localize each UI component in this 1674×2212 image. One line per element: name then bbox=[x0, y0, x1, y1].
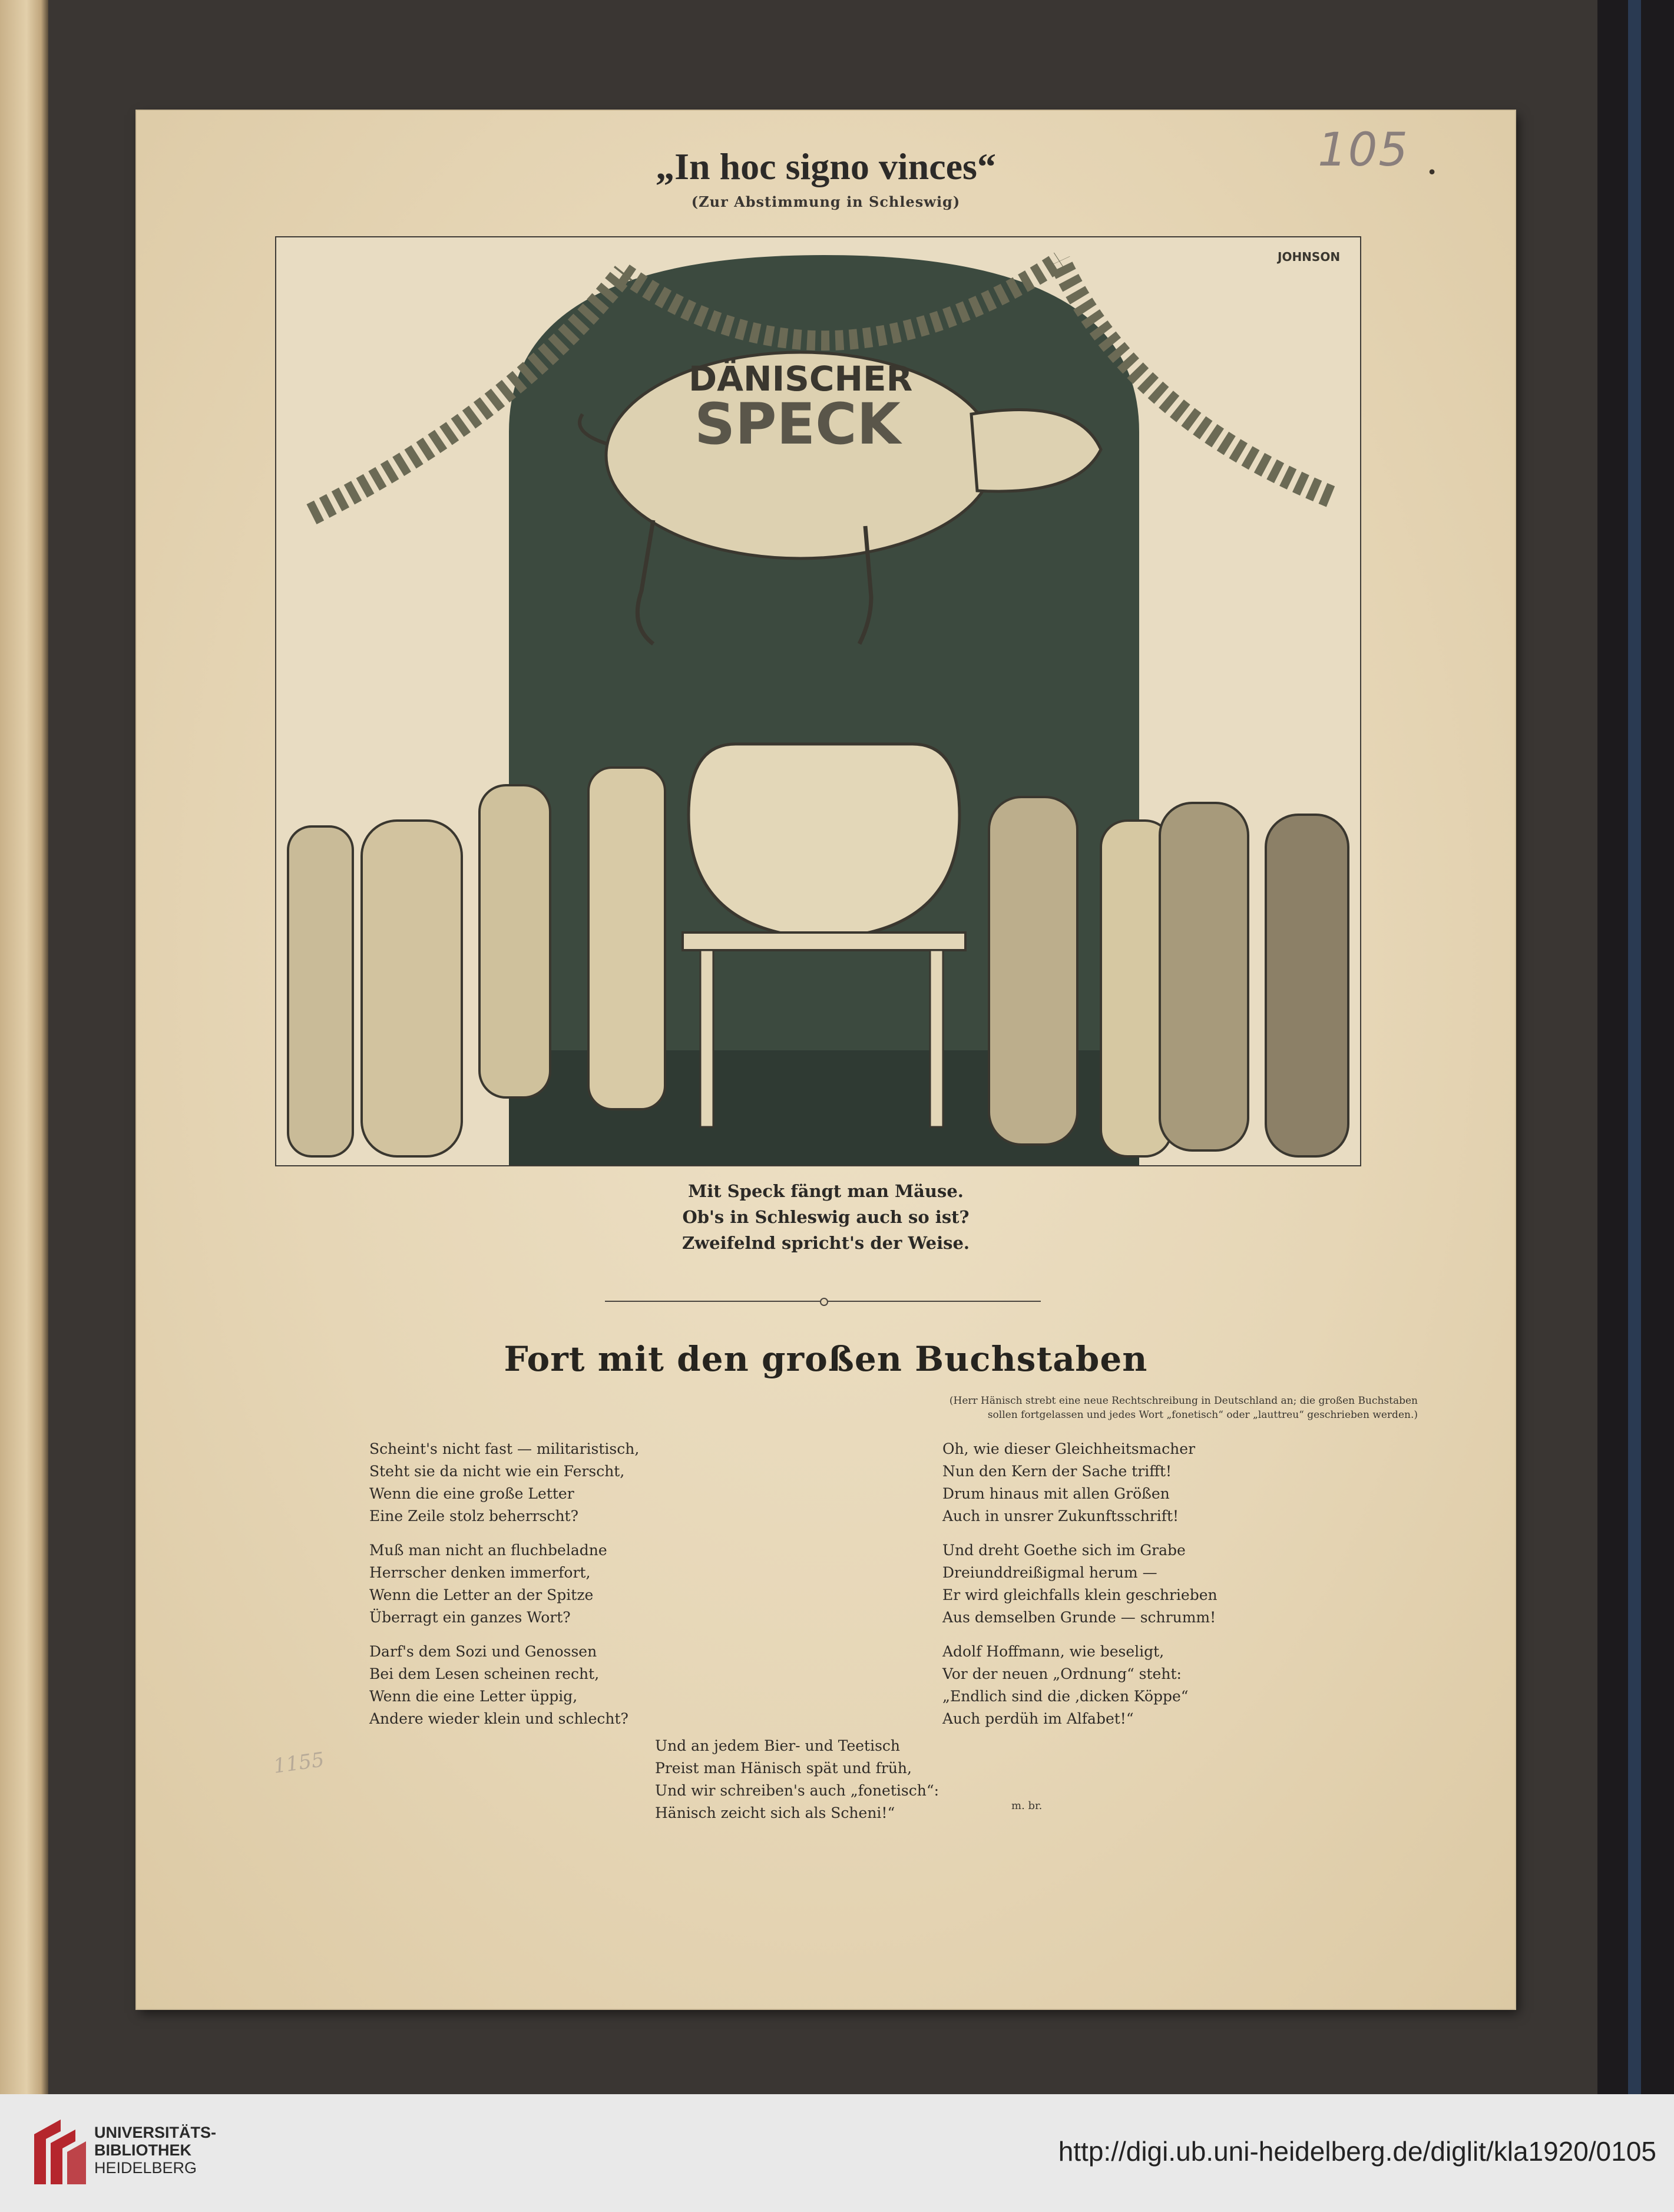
poem-line: Und wir schreiben's auch „fonetisch“: bbox=[655, 1782, 939, 1799]
poem-line: Drum hinaus mit allen Größen bbox=[942, 1485, 1170, 1502]
poem-line: Bei dem Lesen scheinen recht, bbox=[369, 1665, 600, 1682]
caption-line: Mit Speck fängt man Mäuse. bbox=[688, 1181, 964, 1201]
poem-line: Und dreht Goethe sich im Grabe bbox=[942, 1542, 1186, 1559]
poem-line: Eine Zeile stolz beherrscht? bbox=[369, 1507, 579, 1525]
library-name-line: BIBLIOTHEK bbox=[94, 2141, 191, 2159]
poem-line: Nun den Kern der Sache trifft! bbox=[942, 1463, 1172, 1480]
left-page-edge bbox=[0, 0, 48, 2094]
book-spine-right bbox=[1597, 0, 1674, 2094]
library-name-line: HEIDELBERG bbox=[94, 2159, 197, 2177]
poem-line: Andere wieder klein und schlecht? bbox=[369, 1710, 628, 1727]
article-note bbox=[814, 1394, 1418, 1422]
poem-line: Preist man Hänisch spät und früh, bbox=[655, 1760, 912, 1777]
banner-text-danischer: DÄNISCHER bbox=[689, 359, 913, 399]
cartoon-headline: „In hoc signo vinces“ bbox=[656, 146, 996, 187]
cartoon-illustration bbox=[275, 236, 1361, 1166]
pencil-annotation: 1155 bbox=[272, 1748, 326, 1778]
poem-line: Aus demselben Grunde — schrumm! bbox=[942, 1609, 1216, 1626]
poem-line: Vor der neuen „Ordnung“ steht: bbox=[942, 1665, 1182, 1682]
poem-line: Steht sie da nicht wie ein Ferscht, bbox=[369, 1463, 625, 1480]
caption-line: Ob's in Schleswig auch so ist? bbox=[682, 1207, 970, 1227]
cartoon-subheadline: (Zur Abstimmung in Schleswig) bbox=[691, 193, 961, 210]
divider-ornament bbox=[820, 1298, 828, 1306]
poem-line: „Endlich sind die ‚dicken Köppe“ bbox=[942, 1688, 1189, 1705]
poem-stanza-left-3 bbox=[369, 1641, 628, 1730]
poem-stanza-final bbox=[655, 1735, 939, 1824]
page-number: 105 bbox=[1318, 124, 1409, 177]
poem-stanza-right-2 bbox=[942, 1539, 1218, 1629]
poem-line: Überragt ein ganzes Wort? bbox=[369, 1609, 571, 1626]
poem-line: Wenn die eine Letter üppig, bbox=[369, 1688, 578, 1705]
poem-stanza-right-3 bbox=[942, 1641, 1189, 1730]
library-name-line: UNIVERSITÄTS- bbox=[94, 2124, 217, 2141]
poem-line: Auch in unsrer Zukunftsschrift! bbox=[942, 1507, 1179, 1525]
poem-line: Darf's dem Sozi und Genossen bbox=[369, 1643, 597, 1660]
caption-line: Zweifelnd spricht's der Weise. bbox=[682, 1233, 970, 1253]
library-logo-icon[interactable] bbox=[16, 2111, 93, 2193]
poem-line: Muß man nicht an fluchbeladne bbox=[369, 1542, 607, 1559]
poem-stanza-left-1 bbox=[369, 1438, 639, 1527]
scanned-page bbox=[137, 111, 1515, 2009]
author-initials: m. br. bbox=[1011, 1800, 1043, 1812]
poem-stanza-left-2 bbox=[369, 1539, 607, 1629]
poem-line: Oh, wie dieser Gleichheitsmacher bbox=[942, 1440, 1196, 1457]
poem-line: Auch perdüh im Alfabet!“ bbox=[942, 1710, 1134, 1727]
artist-signature: JOHNSON bbox=[1278, 250, 1341, 264]
note-line: sollen fortgelassen und jedes Wort „fonetisch“ oder „lauttreu“ geschrieben werden.) bbox=[987, 1409, 1418, 1421]
cartoon-caption bbox=[137, 1178, 1515, 1256]
poem-line: Hänisch zeicht sich als Scheni!“ bbox=[655, 1804, 895, 1821]
library-name[interactable] bbox=[94, 2124, 216, 2177]
poem-line: Herrscher denken immerfort, bbox=[369, 1564, 591, 1581]
note-line: (Herr Hänisch strebt eine neue Rechtschreibung in Deutschland an; die großen Buchstaben bbox=[949, 1395, 1418, 1407]
permalink-url[interactable]: http://digi.ub.uni-heidelberg.de/diglit/kla1920/0105 bbox=[1058, 2136, 1656, 2167]
poem-line: Adolf Hoffmann, wie beseligt, bbox=[942, 1643, 1164, 1660]
poem-stanza-right-1 bbox=[942, 1438, 1195, 1527]
poem-line: Wenn die Letter an der Spitze bbox=[369, 1586, 594, 1603]
poem-line: Er wird gleichfalls klein geschrieben bbox=[942, 1586, 1218, 1603]
poem-line: Wenn die eine große Letter bbox=[369, 1485, 574, 1502]
article-title: Fort mit den großen Buchstaben bbox=[504, 1339, 1148, 1379]
spine-band bbox=[1628, 0, 1641, 2094]
cartoon-drawing bbox=[276, 237, 1360, 1165]
poem-line: Dreiunddreißigmal herum — bbox=[942, 1564, 1157, 1581]
poem-line: Und an jedem Bier- und Teetisch bbox=[655, 1737, 901, 1754]
library-footer bbox=[0, 2094, 1674, 2212]
ink-dot: • bbox=[1427, 163, 1437, 183]
banner-text-speck: SPECK bbox=[694, 391, 901, 457]
poem-line: Scheint's nicht fast — militaristisch, bbox=[369, 1440, 640, 1457]
